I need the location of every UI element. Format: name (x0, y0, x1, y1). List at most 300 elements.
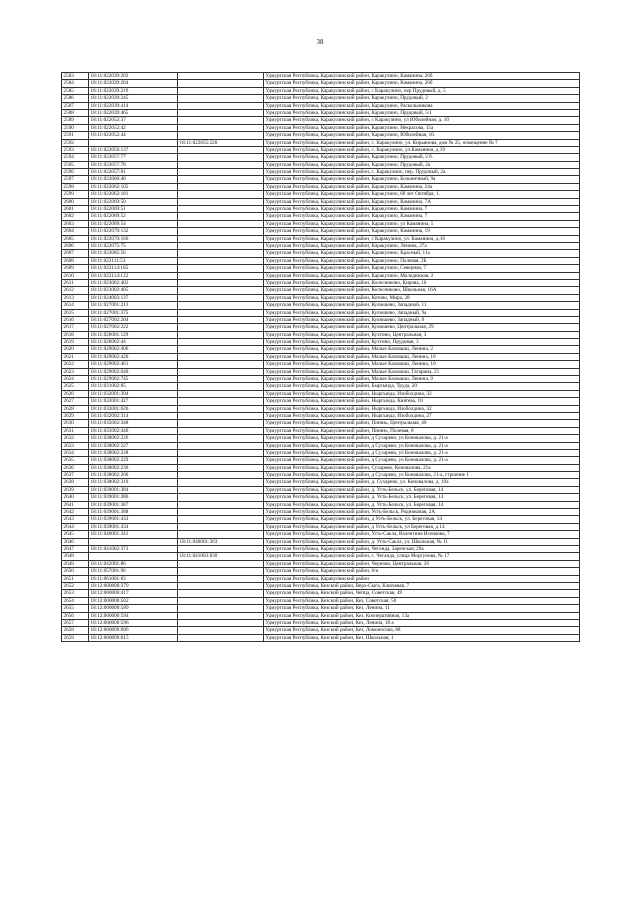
row-number-cell: 2611 (62, 279, 89, 286)
related-cadastral-cell (178, 117, 264, 124)
cadastral-number-cell: 18:11:022039:465 (89, 109, 178, 116)
cadastral-number-cell: 18:11:022039:204 (89, 80, 178, 87)
row-number-cell: 2621 (62, 353, 89, 360)
cadastral-number-cell: 18:11:038002:229 (89, 457, 178, 464)
cadastral-number-cell: 18:11:039001:433 (89, 516, 178, 523)
address-cell: Удмуртская Республика, Каракулинский район, Каракулино, Северная, 7 (264, 265, 580, 272)
table-row (62, 516, 580, 523)
cadastral-number-cell (89, 538, 178, 545)
related-cadastral-cell (178, 331, 264, 338)
address-cell: Удмуртская Республика, Каракулинский район, Каракулино, Больничный, 9а (264, 176, 580, 183)
address-cell: Удмуртская Республика, Каракулинский район, Ныргында, Изоболдина, 27 (264, 412, 580, 419)
table-row (62, 553, 580, 560)
table-row (62, 287, 580, 294)
cadastral-number-cell: 18:11:029002:406 (89, 346, 178, 353)
address-cell: Удмуртская Республика, Каракулинский район, Ныргында, Изоболдина, 32 (264, 390, 580, 397)
row-number-cell: 2591 (62, 132, 89, 139)
address-cell: Удмуртская Республика, Каракулинский район, Каракулино, ул Каманина, 5 (264, 220, 580, 227)
related-cadastral-cell (178, 287, 264, 294)
related-cadastral-cell (178, 546, 264, 553)
address-cell: Удмуртская Республика, Каракулинский район, Каракулино, Каманина, 26б (264, 73, 580, 80)
address-cell: Удмуртская Республика, Каракулинский район, Каракулино, Ленина, 27а (264, 242, 580, 249)
row-number-cell: 2613 (62, 294, 89, 301)
address-cell: Удмуртская Республика, Каракулинский район, Каракулино, Полевая, 2Б (264, 257, 580, 264)
related-cadastral-cell (178, 87, 264, 94)
table-row (62, 279, 580, 286)
related-cadastral-cell (178, 95, 264, 102)
address-cell: Удмуртская Республика, Каракулинский район, д. Усть-Бельск, ул. Береговая, 14 (264, 486, 580, 493)
row-number-cell: 2629 (62, 412, 89, 419)
related-cadastral-cell (178, 582, 264, 589)
table-row (62, 464, 580, 471)
table-row (62, 80, 580, 87)
cadastral-number-cell: 18:11:022062:105 (89, 183, 178, 190)
table-row (62, 117, 580, 124)
cadastral-number-cell: 18:11:041002:373 (89, 546, 178, 553)
table-row (62, 398, 580, 405)
row-number-cell: 2617 (62, 324, 89, 331)
table-row (62, 523, 580, 530)
row-number-cell: 2640 (62, 494, 89, 501)
cadastral-number-cell: 18:11:022062:181 (89, 191, 178, 198)
cadastral-number-cell: 18:11:035002:348 (89, 420, 178, 427)
cadastral-number-cell: 18:11:032001:626 (89, 405, 178, 412)
cadastral-number-cell: 18:11:038002:266 (89, 472, 178, 479)
related-cadastral-cell (178, 228, 264, 235)
address-cell: Удмуртская Республика, Кезский район, Кез, Ломоносова, 88 (264, 627, 580, 634)
cadastral-number-cell: 18:12:000000:596 (89, 619, 178, 626)
table-row (62, 368, 580, 375)
cadastral-number-cell: 18:11:022057:78 (89, 161, 178, 168)
address-cell: Удмуртская Республика, Каракулинский район, Каракулино, Молодежная, 2 (264, 272, 580, 279)
table-row (62, 183, 580, 190)
related-cadastral-cell (178, 605, 264, 612)
related-cadastral-cell (178, 109, 264, 116)
address-cell: Удмуртская Республика, Каракулинский район, д. Сухарево, ул. Коновалова, д. 19а (264, 479, 580, 486)
address-cell: Удмуртская Республика, Каракулинский район, Каракулино, Прудовый, 2 б. (264, 154, 580, 161)
address-cell: Удмуртская Республика, Каракулинский район, Быргында, Труда, 20 (264, 383, 580, 390)
row-number-cell: 2609 (62, 265, 89, 272)
row-number-cell: 2657 (62, 619, 89, 626)
cadastral-number-cell: 18:11:022069:54 (89, 220, 178, 227)
address-cell: Удмуртская Республика, Каракулинский район, Кулюшево, Западный, 11 (264, 302, 580, 309)
related-cadastral-cell (178, 361, 264, 368)
table-row (62, 627, 580, 634)
related-cadastral-cell (178, 132, 264, 139)
table-row (62, 457, 580, 464)
cadastral-number-cell: 18:11:039001:387 (89, 501, 178, 508)
address-cell: Удмуртская Республика, Каракулинский район, д Сухарево, ул Коновалова, д. 21-а (264, 449, 580, 456)
row-number-cell: 2651 (62, 575, 89, 582)
address-cell: Удмуртская Республика, Каракулинский район, д Усть-Бельск, ул. Береговая, 14 (264, 516, 580, 523)
related-cadastral-cell (178, 575, 264, 582)
related-cadastral-cell (178, 494, 264, 501)
row-number-cell: 2658 (62, 627, 89, 634)
address-cell: Удмуртская Республика, Каракулинский район, Ныргында, Изоболдина, 32 (264, 405, 580, 412)
related-cadastral-cell (178, 634, 264, 641)
row-number-cell: 2592 (62, 139, 89, 146)
table-row (62, 191, 580, 198)
address-cell: Удмуртская Республика, Кезский район, Чепца, Советская, 49 (264, 590, 580, 597)
row-number-cell: 2623 (62, 368, 89, 375)
related-cadastral-cell (178, 250, 264, 257)
address-cell: Удмуртская Республика, Каракулинский район, Каракулино, Каманина, 26б (264, 80, 580, 87)
related-cadastral-cell (178, 183, 264, 190)
address-cell: Удмуртская Республика, Каракулинский район, Каракулино, Некрасова, 15а (264, 124, 580, 131)
address-cell: Удмуртская Республика, Кезский район, Кез, Кооперативная, 13а (264, 612, 580, 619)
table-row (62, 161, 580, 168)
table-row (62, 420, 580, 427)
related-cadastral-cell: 18:11:041003:830 (178, 553, 264, 560)
address-cell: Удмуртская Республика, Каракулинский район, д Сухарево, ул Коновалова, д. 21-а (264, 442, 580, 449)
table-row (62, 634, 580, 641)
table-row (62, 154, 580, 161)
table-row (62, 346, 580, 353)
cadastral-number-cell: 18:11:042001:86 (89, 560, 178, 567)
address-cell: Удмуртская Республика, Каракулинский район, с. Каракулино, ул.Каманина, д.19 (264, 146, 580, 153)
cadastral-number-cell: 18:11:022069:50 (89, 198, 178, 205)
cadastral-number-cell: 18:12:000000:615 (89, 634, 178, 641)
related-cadastral-cell: 18:11:022055:220 (178, 139, 264, 146)
address-cell: Удмуртская Республика, Каракулинский район, Каракулино, Каманина, 7А (264, 198, 580, 205)
address-cell: Удмуртская Республика, Каракулинский район, Ныргында, Княгева, 10 (264, 398, 580, 405)
cadastral-number-cell: 18:12:000000:594 (89, 612, 178, 619)
row-number-cell: 2619 (62, 339, 89, 346)
related-cadastral-cell (178, 146, 264, 153)
cadastral-number-cell: 18:11:022052:37 (89, 117, 178, 124)
related-cadastral-cell (178, 457, 264, 464)
cadastral-number-cell: 18:11:027002:204 (89, 316, 178, 323)
row-number-cell: 2641 (62, 501, 89, 508)
row-number-cell: 2659 (62, 634, 89, 641)
cadastral-number-cell: 18:11:023002:405 (89, 287, 178, 294)
cadastral-number-cell: 18:11:038002:230 (89, 464, 178, 471)
cadastral-number-cell: 18:11:039001:386 (89, 494, 178, 501)
row-number-cell: 2603 (62, 220, 89, 227)
address-cell: Удмуртская Республика, Каракулинский район, д Сухарево, ул Коновалова, д. 21-а (264, 457, 580, 464)
table-row (62, 257, 580, 264)
related-cadastral-cell (178, 627, 264, 634)
address-cell: Удмуртская Республика, Каракулинский район, д Усть-Бельск, ул Береговая, д 14 (264, 523, 580, 530)
related-cadastral-cell (178, 612, 264, 619)
table-row (62, 265, 580, 272)
table-row (62, 309, 580, 316)
row-number-cell: 2616 (62, 316, 89, 323)
row-number-cell: 2601 (62, 206, 89, 213)
address-cell: Удмуртская Республика, Каракулинский район, Каракулино, Каманина, 7 (264, 206, 580, 213)
row-number-cell: 2586 (62, 95, 89, 102)
related-cadastral-cell (178, 206, 264, 213)
related-cadastral-cell (178, 619, 264, 626)
related-cadastral-cell (178, 383, 264, 390)
table-row (62, 95, 580, 102)
related-cadastral-cell (178, 472, 264, 479)
table-row (62, 486, 580, 493)
table-row (62, 124, 580, 131)
related-cadastral-cell (178, 405, 264, 412)
row-number-cell: 2628 (62, 405, 89, 412)
cadastral-number-cell: 18:11:039001:384 (89, 486, 178, 493)
cadastral-number-cell: 18:11:032002:314 (89, 412, 178, 419)
address-cell: Удмуртская Республика, Каракулинский район, Кулюшево, Центральная, 29 (264, 324, 580, 331)
table-row (62, 272, 580, 279)
table-row (62, 376, 580, 383)
address-cell: Удмуртская Республика, Каракулинский район, Котово, Мира, 28 (264, 294, 580, 301)
row-number-cell: 2607 (62, 250, 89, 257)
address-cell: Удмуртская Республика, Каракулинский район, д. Усть-Бельск, ул. Береговая, 14 (264, 501, 580, 508)
table-row (62, 597, 580, 604)
address-cell: Удмуртская Республика, Каракулинский район, Малые Калмаши, Ленина, 2 (264, 346, 580, 353)
row-number-cell: 2610 (62, 272, 89, 279)
related-cadastral-cell (178, 265, 264, 272)
cadastral-number-cell: 18:11:022075:75 (89, 242, 178, 249)
related-cadastral-cell (178, 390, 264, 397)
table-row (62, 590, 580, 597)
related-cadastral-cell (178, 368, 264, 375)
related-cadastral-cell (178, 486, 264, 493)
table-row (62, 427, 580, 434)
table-row (62, 213, 580, 220)
row-number-cell: 2631 (62, 427, 89, 434)
row-number-cell: 2624 (62, 376, 89, 383)
row-number-cell: 2608 (62, 257, 89, 264)
address-cell: Удмуртская Республика, Каракулинский район, Сухарево, Коновалова, 21а (264, 464, 580, 471)
table-row (62, 575, 580, 582)
table-row (62, 109, 580, 116)
address-cell: Удмуртская Республика, Каракулинский район, 6/и (264, 568, 580, 575)
address-cell: Удмуртская Республика, Каракулинский район, Колесниково, Кирова, 16 (264, 279, 580, 286)
table-row (62, 405, 580, 412)
row-number-cell: 2590 (62, 124, 89, 131)
cadastral-number-cell: 18:11:022057:81 (89, 169, 178, 176)
row-number-cell: 2630 (62, 420, 89, 427)
table-row (62, 220, 580, 227)
address-cell: Удмуртская Республика, Каракулинский район, Кулюшево, Западный, 8 (264, 316, 580, 323)
address-cell: Удмуртская Республика, Каракулинский район, с Каракулино, пер Прудовый, д. 5 (264, 87, 580, 94)
related-cadastral-cell (178, 449, 264, 456)
related-cadastral-cell (178, 191, 264, 198)
related-cadastral-cell (178, 376, 264, 383)
cadastral-number-cell: 18:11:022039:414 (89, 102, 178, 109)
row-number-cell: 2606 (62, 242, 89, 249)
related-cadastral-cell (178, 213, 264, 220)
related-cadastral-cell (178, 169, 264, 176)
row-number-cell: 2622 (62, 361, 89, 368)
row-number-cell: 2650 (62, 568, 89, 575)
cadastral-number-cell: 18:11:022057:77 (89, 154, 178, 161)
cadastral-number-cell: 18:12:000000:379 (89, 582, 178, 589)
cadastral-number-cell: 18:11:028001:129 (89, 331, 178, 338)
address-cell: Удмуртская Республика, Каракулинский район, д. Усть-Сакла, ул. Школьная, № 11 (264, 538, 580, 545)
cadastral-number-cell: 18:11:022070:132 (89, 228, 178, 235)
table-row (62, 361, 580, 368)
row-number-cell: 2626 (62, 390, 89, 397)
cadastral-number-cell: 18:11:038002:310 (89, 479, 178, 486)
address-cell: Удмуртская Республика, Каракулинский район, Каракулино, Каманина, 24а (264, 183, 580, 190)
cadastral-number-cell: 18:11:023002:402 (89, 279, 178, 286)
address-cell: Удмуртская Республика, Каракулинский район, с Каракулино, ул. Каманина, д.16 (264, 235, 580, 242)
cadastral-number-cell: 18:11:032001:427 (89, 398, 178, 405)
row-number-cell: 2585 (62, 87, 89, 94)
row-number-cell: 2655 (62, 605, 89, 612)
address-cell: Удмуртская Республика, Каракулинский район, Каракулино, Каманина, 7 (264, 213, 580, 220)
row-number-cell: 2653 (62, 590, 89, 597)
related-cadastral-cell (178, 568, 264, 575)
related-cadastral-cell (178, 590, 264, 597)
table-row (62, 435, 580, 442)
row-number-cell: 2648 (62, 553, 89, 560)
address-cell: Удмуртская Республика, Каракулинский район, Каракулино, 60 лет Октября, 1. (264, 191, 580, 198)
cadastral-number-cell: 18:11:022052:42 (89, 124, 178, 131)
cadastral-number-cell: 18:11:038002:226 (89, 435, 178, 442)
address-cell: Удмуртская Республика, Каракулинский район, с Каракулино, ул Юбилейная, д. 10 (264, 117, 580, 124)
related-cadastral-cell (178, 73, 264, 80)
cadastral-number-cell: 18:11:022114:105 (89, 265, 178, 272)
related-cadastral-cell (178, 435, 264, 442)
address-cell: Удмуртская Республика, Каракулинский район, Малые Калмаши, Ленина, 9 (264, 376, 580, 383)
table-row (62, 560, 580, 567)
address-cell: Удмуртская Республика, Каракулинский район (264, 575, 580, 582)
row-number-cell: 2612 (62, 287, 89, 294)
table-row (62, 302, 580, 309)
address-cell: Удмуртская Республика, Каракулинский район, Малые Калмаши, Ленина, 10 (264, 361, 580, 368)
registry-table-body (62, 73, 580, 642)
table-row (62, 501, 580, 508)
cadastral-number-cell: 18:11:027001:375 (89, 309, 178, 316)
row-number-cell: 2654 (62, 597, 89, 604)
row-number-cell: 2644 (62, 523, 89, 530)
table-row (62, 472, 580, 479)
cadastral-number-cell: 18:11:022056:137 (89, 146, 178, 153)
related-cadastral-cell (178, 509, 264, 516)
row-number-cell: 2602 (62, 213, 89, 220)
address-cell: Удмуртская Республика, Каракулинский район, Черново, Центральная, 26 (264, 560, 580, 567)
row-number-cell: 2627 (62, 398, 89, 405)
address-cell: Удмуртская Республика, Каракулинский район, Каракулино, Прудовый, 2 (264, 95, 580, 102)
row-number-cell: 2584 (62, 80, 89, 87)
related-cadastral-cell (178, 242, 264, 249)
row-number-cell: 2633 (62, 442, 89, 449)
cadastral-number-cell (89, 553, 178, 560)
related-cadastral-cell (178, 516, 264, 523)
row-number-cell: 2618 (62, 331, 89, 338)
table-row (62, 546, 580, 553)
cadastral-number-cell: 18:11:022060:46 (89, 176, 178, 183)
related-cadastral-cell (178, 161, 264, 168)
address-cell: Удмуртская Республика, Каракулинский район, Каракулино, Каманина, 19 (264, 228, 580, 235)
table-row (62, 235, 580, 242)
row-number-cell: 2589 (62, 117, 89, 124)
cadastral-number-cell: 18:11:035002:440 (89, 427, 178, 434)
related-cadastral-cell (178, 102, 264, 109)
cadastral-number-cell: 18:11:031002:85 (89, 383, 178, 390)
cadastral-number-cell: 18:11:022039:245 (89, 95, 178, 102)
address-cell: Удмуртская Республика, Каракулинский район, Малые Калмаши, Гагарина, 21 (264, 368, 580, 375)
cadastral-number-cell: 18:11:022114:132 (89, 272, 178, 279)
related-cadastral-cell (178, 176, 264, 183)
cadastral-number-cell: 18:11:022069:52 (89, 213, 178, 220)
related-cadastral-cell (178, 353, 264, 360)
row-number-cell: 2596 (62, 169, 89, 176)
address-cell: Удмуртская Республика, Кезский район, Кез, Ленина, 18 а (264, 619, 580, 626)
cadastral-number-cell: 18:12:000000:589 (89, 605, 178, 612)
row-number-cell: 2620 (62, 346, 89, 353)
table-row (62, 619, 580, 626)
cadastral-number-cell: 18:11:029002:640 (89, 368, 178, 375)
row-number-cell: 2656 (62, 612, 89, 619)
row-number-cell: 2636 (62, 464, 89, 471)
table-row (62, 582, 580, 589)
address-cell: Удмуртская Республика, Каракулинский район, Каракулино, Прудовый, 2а (264, 161, 580, 168)
address-cell: Удмуртская Республика, Каракулинский район, Каракулино, Красный, 11а (264, 250, 580, 257)
related-cadastral-cell (178, 294, 264, 301)
address-cell: Удмуртская Республика, Каракулинский район, Усть-Бельск, Родниковая, 2А (264, 509, 580, 516)
address-cell: Удмуртская Республика, Кезский район, Кез, Советская, 50 (264, 597, 580, 604)
cadastral-number-cell: 18:11:022070:166 (89, 235, 178, 242)
table-row (62, 87, 580, 94)
row-number-cell: 2595 (62, 161, 89, 168)
table-row (62, 449, 580, 456)
related-cadastral-cell (178, 501, 264, 508)
cadastral-number-cell: 18:11:028002:44 (89, 339, 178, 346)
row-number-cell: 2600 (62, 198, 89, 205)
address-cell: Удмуртская Республика, Каракулинский район, д. Усть-Бельск, ул. Береговая, 14 (264, 494, 580, 501)
address-cell: Удмуртская Республика, Каракулинский район, Каракулино, Юбилейная, 10. (264, 132, 580, 139)
table-row (62, 242, 580, 249)
row-number-cell: 2639 (62, 486, 89, 493)
table-row (62, 494, 580, 501)
row-number-cell: 2588 (62, 109, 89, 116)
related-cadastral-cell (178, 235, 264, 242)
table-row (62, 412, 580, 419)
table-row (62, 139, 580, 146)
row-number-cell: 2583 (62, 73, 89, 80)
cadastral-number-cell: 18:11:022052:44 (89, 132, 178, 139)
cadastral-number-cell: 18:11:022111:53 (89, 257, 178, 264)
related-cadastral-cell (178, 324, 264, 331)
address-cell: Удмуртская Республика, Каракулинский район, Пинязь, Центральная, 40 (264, 420, 580, 427)
cadastral-number-cell: 18:11:029002:461 (89, 361, 178, 368)
table-row (62, 339, 580, 346)
row-number-cell: 2593 (62, 146, 89, 153)
table-row (62, 353, 580, 360)
related-cadastral-cell (178, 272, 264, 279)
table-row (62, 442, 580, 449)
address-cell: Удмуртская Республика, Каракулинский район, Чеганда, Заречская, 29а (264, 546, 580, 553)
table-row (62, 612, 580, 619)
table-row (62, 331, 580, 338)
cadastral-number-cell: 18:11:040001:341 (89, 531, 178, 538)
page-number: 38 (316, 38, 324, 46)
row-number-cell: 2649 (62, 560, 89, 567)
cadastral-number-cell: 18:11:022039:219 (89, 87, 178, 94)
table-row (62, 316, 580, 323)
row-number-cell: 2625 (62, 383, 89, 390)
address-cell: Удмуртская Республика, Каракулинский район, Кулюшево, Западный, 9а (264, 309, 580, 316)
table-row (62, 206, 580, 213)
cadastral-number-cell: 18:11:029002:745 (89, 376, 178, 383)
table-row (62, 73, 580, 80)
address-cell: Удмуртская Республика, Кезский район, Кез, Ленина, 11 (264, 605, 580, 612)
row-number-cell: 2632 (62, 435, 89, 442)
related-cadastral-cell (178, 531, 264, 538)
table-row (62, 176, 580, 183)
row-number-cell: 2614 (62, 302, 89, 309)
related-cadastral-cell (178, 597, 264, 604)
table-row (62, 324, 580, 331)
table-row (62, 102, 580, 109)
cadastral-number-cell: 18:11:022069:51 (89, 206, 178, 213)
